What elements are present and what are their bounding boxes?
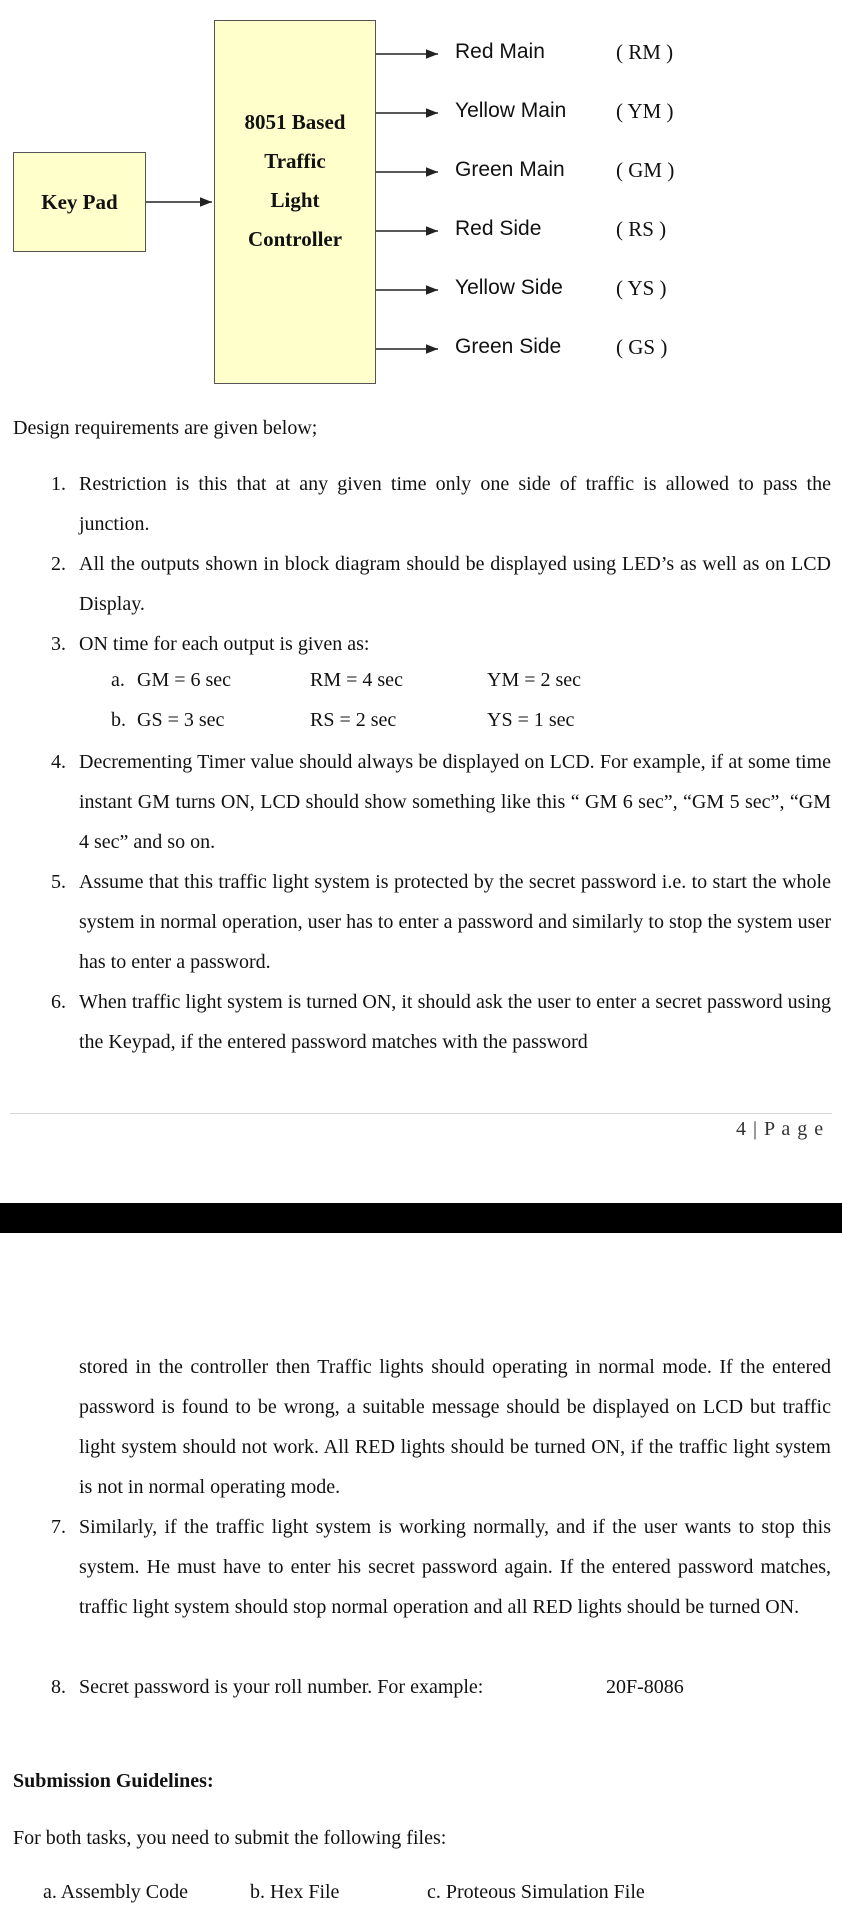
submission-intro: For both tasks, you need to submit the following files: — [13, 1827, 447, 1849]
requirement-number: 5. — [51, 871, 66, 893]
requirement-number: 2. — [51, 553, 66, 575]
requirement-text: Decrementing Timer value should always be displayed on LCD. For example, if at some time instant GM turns ON, LCD should show something like this “ GM 6 sec”, “GM 5 sec”, “GM 4 sec” and so on. — [79, 751, 831, 853]
controller-line-3: Light — [270, 188, 320, 212]
requirement-number: 6. — [51, 991, 66, 1013]
output-abbr-rs: ( RS ) — [616, 217, 667, 241]
controller-line-4: Controller — [247, 227, 343, 251]
page-number: 4 | P a g e — [736, 1118, 825, 1140]
requirement-text: When traffic light system is turned ON, it should ask the user to enter a secret password using the Keypad, if the entered password matches with the password — [79, 991, 831, 1053]
timing-b-ys: YS = 1 sec — [487, 709, 575, 731]
timing-b-rs: RS = 2 sec — [310, 709, 397, 731]
requirement-text: All the outputs shown in block diagram should be displayed using LED’s as well as on LCD Display. — [79, 553, 831, 615]
requirement-number: 8. — [51, 1676, 66, 1698]
requirement-number: 1. — [51, 473, 66, 495]
keypad-label: Key Pad — [41, 189, 118, 214]
output-abbr-ys: ( YS ) — [616, 276, 667, 300]
timing-a-gm: GM = 6 sec — [137, 669, 232, 691]
output-label-ys: Yellow Side — [455, 276, 563, 299]
file-item-hex: b. Hex File — [250, 1881, 340, 1903]
requirement-text: Secret password is your roll number. For example: — [79, 1676, 484, 1698]
output-label-rm: Red Main — [455, 40, 545, 63]
requirement-4 — [51, 742, 831, 862]
requirement-5 — [51, 862, 831, 982]
output-abbr-rm: ( RM ) — [616, 40, 674, 64]
requirement-3 — [51, 624, 831, 664]
file-item-proteus: c. Proteous Simulation File — [427, 1881, 645, 1903]
requirement-text: stored in the controller then Traffic lights should operating in normal mode. If the entered password is found to be wrong, a suitable message should be displayed on LCD but traffic light system should not work. All RED lights should be turned ON, if the traffic light system is not in normal operating mode. — [79, 1356, 831, 1498]
output-abbr-gs: ( GS ) — [616, 335, 668, 359]
requirement-1 — [51, 464, 831, 544]
output-label-gm: Green Main — [455, 158, 565, 181]
requirement-text: ON time for each output is given as: — [79, 633, 370, 655]
requirement-2 — [51, 544, 831, 624]
requirement-number: 3. — [51, 633, 66, 655]
timing-b-gs: GS = 3 sec — [137, 709, 225, 731]
controller-line-2: Traffic — [264, 149, 326, 173]
timing-a-label: a. — [111, 669, 125, 691]
timing-b-label: b. — [111, 709, 126, 731]
file-item-assembly: a. Assembly Code — [43, 1881, 188, 1903]
output-abbr-gm: ( GM ) — [616, 158, 675, 182]
output-label-gs: Green Side — [455, 335, 562, 358]
controller-line-1: 8051 Based — [244, 110, 346, 134]
requirement-7 — [51, 1507, 831, 1627]
requirement-text: Similarly, if the traffic light system is working normally, and if the user wants to stop this system. He must have to enter his secret password again. If the entered password matches, traffic light system should stop normal operation and all RED lights should be turned ON. — [79, 1516, 831, 1618]
page-footer-rule — [10, 1113, 832, 1114]
password-example: 20F-8086 — [606, 1676, 684, 1698]
requirement-text: Restriction is this that at any given time only one side of traffic is allowed to pass the junction. — [79, 473, 831, 535]
intro-text: Design requirements are given below; — [13, 417, 318, 439]
output-label-ym: Yellow Main — [455, 99, 567, 122]
requirement-text: Assume that this traffic light system is protected by the secret password i.e. to start the whole system in normal operation, user has to enter a password and similarly to stop the system user has to enter a password. — [79, 871, 831, 973]
requirement-6 — [51, 982, 831, 1062]
requirement-8 — [51, 1667, 831, 1707]
diagram-arrows — [0, 0, 842, 400]
requirement-6-continued — [79, 1347, 831, 1507]
timing-a-ym: YM = 2 sec — [487, 669, 582, 691]
requirement-number: 7. — [51, 1516, 66, 1538]
page-separator-band — [0, 1203, 842, 1233]
submission-heading: Submission Guidelines: — [13, 1770, 214, 1792]
timing-a-rm: RM = 4 sec — [310, 669, 403, 691]
requirement-number: 4. — [51, 751, 66, 773]
output-label-rs: Red Side — [455, 217, 542, 240]
output-abbr-ym: ( YM ) — [616, 99, 674, 123]
